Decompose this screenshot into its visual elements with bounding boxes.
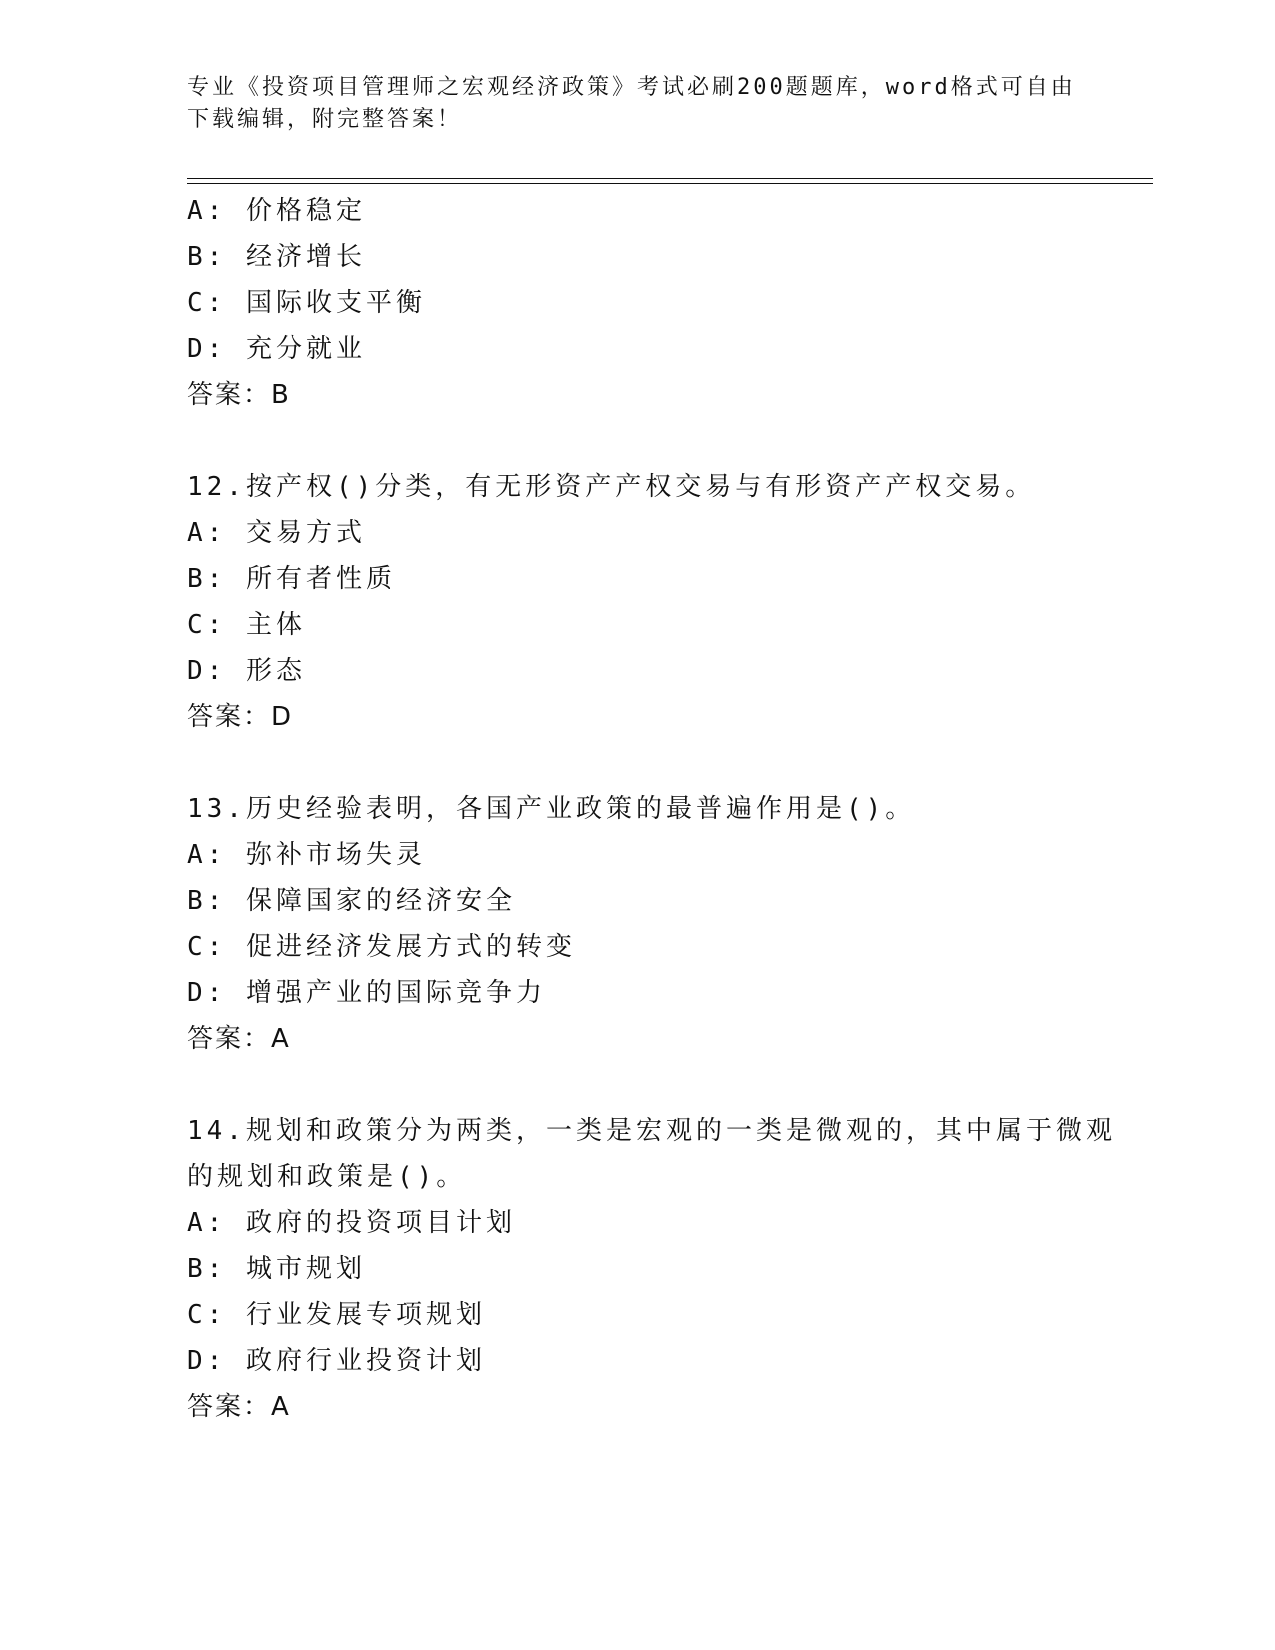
spacer <box>187 1062 1087 1108</box>
option-b: B: 经济增长 <box>187 242 366 272</box>
answer: 答案：D <box>187 702 294 732</box>
option-c: C: 行业发展专项规划 <box>187 1300 486 1330</box>
header-divider-bottom <box>187 183 1153 184</box>
option-b: B: 保障国家的经济安全 <box>187 886 516 916</box>
question-14 <box>187 1108 1116 1430</box>
answer: 答案：A <box>187 1392 291 1422</box>
question-stem-line-2: 的规划和政策是()。 <box>187 1162 467 1192</box>
document-header <box>187 72 1087 136</box>
option-b: B: 所有者性质 <box>187 564 396 594</box>
answer: 答案：A <box>187 1024 291 1054</box>
spacer <box>187 740 1087 786</box>
option-c: C: 国际收支平衡 <box>187 288 426 318</box>
option-d: D: 充分就业 <box>187 334 366 364</box>
header-divider-top <box>187 178 1153 179</box>
option-a: A: 弥补市场失灵 <box>187 840 426 870</box>
question-11 <box>187 188 1087 418</box>
spacer <box>187 418 1087 464</box>
option-a: A: 政府的投资项目计划 <box>187 1208 516 1238</box>
option-c: C: 促进经济发展方式的转变 <box>187 932 576 962</box>
question-13 <box>187 786 1087 1062</box>
option-d: D: 增强产业的国际竞争力 <box>187 978 546 1008</box>
option-d: D: 形态 <box>187 656 306 686</box>
question-12 <box>187 464 1087 740</box>
question-stem: 12.按产权()分类，有无形资产产权交易与有形资产产权交易。 <box>187 472 1036 502</box>
question-stem: 13.历史经验表明，各国产业政策的最普遍作用是()。 <box>187 794 916 824</box>
question-list <box>187 188 1116 1430</box>
header-line-2: 下载编辑，附完整答案！ <box>187 107 463 132</box>
option-c: C: 主体 <box>187 610 306 640</box>
option-a: A: 交易方式 <box>187 518 366 548</box>
option-a: A: 价格稳定 <box>187 196 366 226</box>
option-b: B: 城市规划 <box>187 1254 366 1284</box>
answer: 答案：B <box>187 380 291 410</box>
question-stem-line-1: 14.规划和政策分为两类，一类是宏观的一类是微观的，其中属于微观 <box>187 1116 1116 1146</box>
header-line-1: 专业《投资项目管理师之宏观经济政策》考试必刷200题题库，word格式可自由 <box>187 75 1076 100</box>
option-d: D: 政府行业投资计划 <box>187 1346 486 1376</box>
